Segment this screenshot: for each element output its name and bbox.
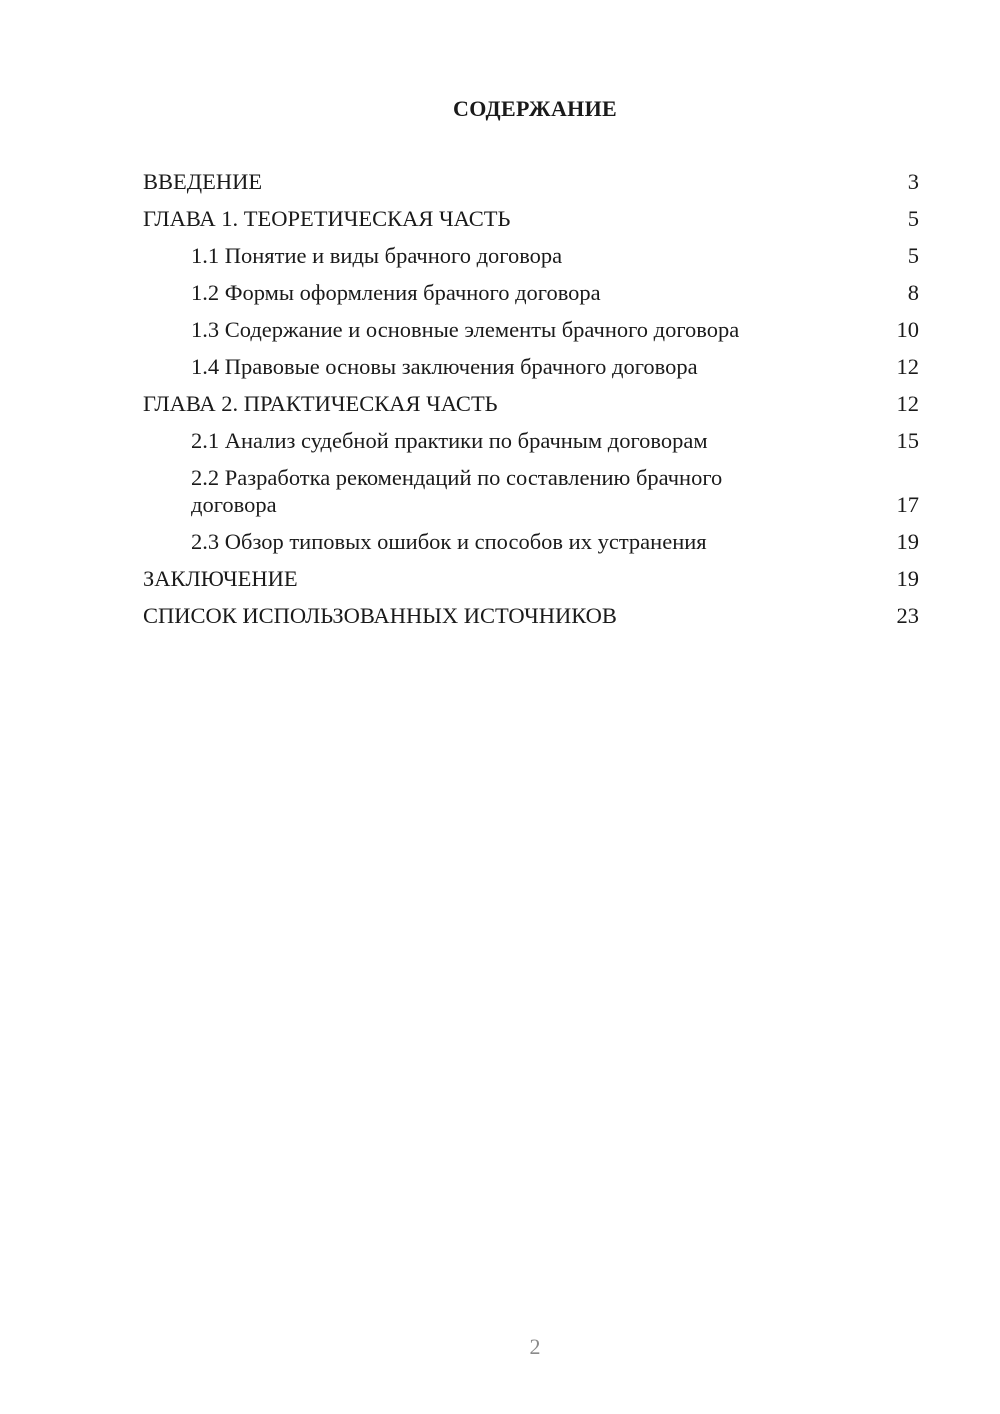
toc-entry[interactable]: [143, 528, 919, 555]
toc-entry-label: ВВЕДЕНИЕ: [143, 169, 263, 194]
toc-entry-page: 10: [896, 317, 919, 342]
toc-entry-page: 3: [907, 169, 919, 194]
toc-entry-page: 12: [896, 391, 919, 416]
toc-entry[interactable]: [143, 602, 919, 629]
toc-entry-page: 19: [896, 529, 919, 554]
toc-entry-label: 1.2 Формы оформления брачного договора: [191, 280, 601, 305]
toc-entry-label: 2.2 Разработка рекомендаций по составлению брачного договора: [191, 465, 723, 517]
toc-entry[interactable]: [143, 279, 919, 306]
page-number: 2: [529, 1334, 541, 1359]
toc-entry[interactable]: [143, 390, 919, 417]
toc-entry-label: ЗАКЛЮЧЕНИЕ: [143, 566, 298, 591]
toc-entry[interactable]: [143, 316, 919, 343]
toc-entry-label: 1.4 Правовые основы заключения брачного договора: [191, 354, 698, 379]
toc-entry-page: 8: [907, 280, 919, 305]
toc-entry-label: ГЛАВА 1. ТЕОРЕТИЧЕСКАЯ ЧАСТЬ: [143, 206, 511, 231]
toc-entry-page: 17: [896, 492, 919, 517]
toc-entry[interactable]: [143, 242, 919, 269]
toc-entry[interactable]: [143, 205, 919, 232]
toc-entry-page: 5: [907, 243, 919, 268]
toc-entry[interactable]: [143, 565, 919, 592]
toc-entry-label: 1.3 Содержание и основные элементы брачного договора: [191, 317, 740, 342]
toc-entry-label: 1.1 Понятие и виды брачного договора: [191, 243, 563, 268]
toc-entry-page: 12: [896, 354, 919, 379]
toc-entry[interactable]: [143, 353, 919, 380]
toc-entry-page: 5: [907, 206, 919, 231]
toc-title: СОДЕРЖАНИЕ: [453, 96, 617, 121]
toc-entry[interactable]: [143, 168, 919, 195]
toc-entry-label: 2.1 Анализ судебной практики по брачным договорам: [191, 428, 708, 453]
toc-entry[interactable]: [143, 464, 919, 518]
toc-entry-page: 15: [896, 428, 919, 453]
toc-entry-page: 23: [896, 603, 919, 628]
toc-entry-label: ГЛАВА 2. ПРАКТИЧЕСКАЯ ЧАСТЬ: [143, 391, 498, 416]
toc-entry-label: СПИСОК ИСПОЛЬЗОВАННЫХ ИСТОЧНИКОВ: [143, 603, 617, 628]
toc-entry-page: 19: [896, 566, 919, 591]
toc-entry-label: 2.3 Обзор типовых ошибок и способов их устранения: [191, 529, 707, 554]
toc-entry[interactable]: [143, 427, 919, 454]
table-of-contents: [143, 168, 919, 639]
